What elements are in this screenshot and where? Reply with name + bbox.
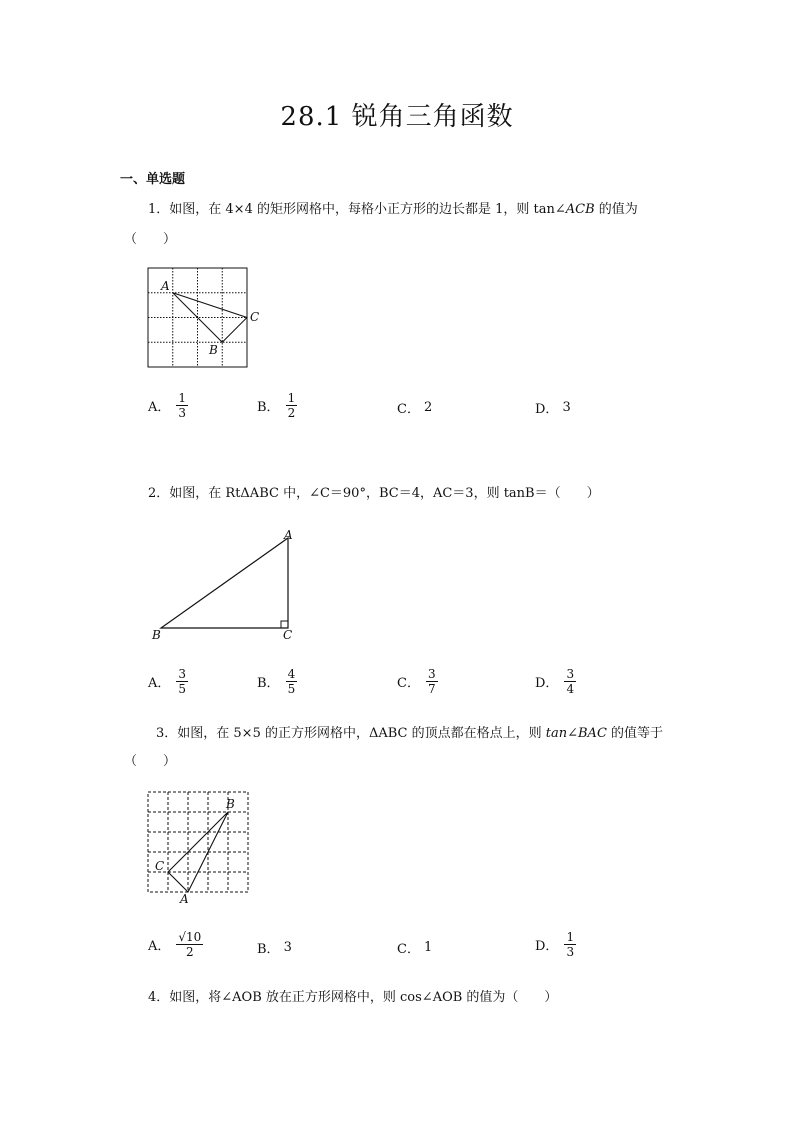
denominator: 5	[178, 682, 187, 696]
fraction	[426, 667, 438, 696]
question-3-figure	[140, 786, 260, 906]
question-3-stem-b: 的值等于	[606, 726, 664, 741]
denominator: 2	[186, 945, 194, 959]
option-letter: C．	[397, 942, 420, 957]
q1-label-c: C	[250, 310, 260, 324]
question-2-option-c[interactable]	[397, 667, 438, 696]
option-letter: D．	[535, 676, 559, 691]
option-letter: C．	[397, 402, 420, 417]
denominator: 2	[287, 406, 296, 420]
q2-label-b: B	[152, 628, 161, 642]
numerator: 1	[287, 391, 296, 405]
q1-label-a: A	[161, 279, 170, 293]
option-letter: B．	[257, 942, 280, 957]
option-value: 3	[562, 400, 571, 415]
fraction	[564, 930, 576, 959]
denominator: 5	[287, 682, 296, 696]
question-3-stem-a: 3．如图，在 5×5 的正方形网格中，ΔABC 的顶点都在格点上，则	[156, 726, 546, 741]
numerator: √10	[178, 930, 202, 944]
q3-label-a: A	[180, 892, 189, 906]
numerator: 3	[178, 667, 187, 681]
option-letter: B．	[257, 400, 280, 415]
question-3-option-a[interactable]	[148, 930, 203, 959]
question-3-option-b[interactable]	[257, 938, 292, 957]
question-1-option-d[interactable]	[535, 398, 571, 417]
question-1-stem-a: 1．如图，在 4×4 的矩形网格中，每格小正方形的边长都是 1，则 tan∠	[148, 202, 566, 217]
question-2-option-a[interactable]	[148, 667, 188, 696]
section-heading: 一、单选题	[120, 172, 186, 187]
numerator: 3	[566, 667, 575, 681]
numerator: 1	[178, 391, 187, 405]
question-3-option-d[interactable]	[535, 930, 576, 959]
option-letter: A．	[148, 400, 171, 415]
fraction	[286, 391, 298, 420]
question-2-option-b[interactable]	[257, 667, 297, 696]
q2-label-c: C	[283, 628, 293, 642]
fraction	[564, 667, 576, 696]
option-value: 2	[423, 400, 433, 415]
question-2-option-d[interactable]	[535, 667, 576, 696]
option-letter: C．	[397, 676, 420, 691]
question-1-stem	[148, 200, 638, 220]
question-1-option-c[interactable]	[397, 398, 432, 417]
question-1-option-b[interactable]	[257, 391, 297, 420]
q3-label-c: C	[155, 859, 165, 873]
question-3-option-c[interactable]	[397, 938, 432, 957]
option-letter: A．	[148, 939, 171, 954]
question-2-figure	[148, 526, 308, 646]
option-letter: A．	[148, 676, 171, 691]
denominator: 4	[566, 682, 575, 696]
q2-label-a: A	[284, 528, 293, 542]
question-1-option-a[interactable]	[148, 391, 188, 420]
question-1-stem-var: ACB	[565, 202, 595, 217]
question-1-stem-b: 的值为	[594, 202, 638, 217]
fraction	[176, 391, 188, 420]
numerator: 1	[566, 930, 575, 944]
denominator: 3	[566, 945, 575, 959]
option-letter: D．	[535, 402, 559, 417]
fraction	[176, 930, 203, 959]
question-3-answer-paren: （ ）	[124, 754, 177, 769]
question-1-answer-paren: （ ）	[124, 232, 177, 247]
option-letter: D．	[535, 939, 559, 954]
option-letter: B．	[257, 676, 280, 691]
q1-label-b: B	[209, 343, 218, 357]
numerator: 3	[427, 667, 436, 681]
option-value: 1	[423, 940, 433, 955]
q3-label-b: B	[226, 797, 235, 811]
numerator: 4	[287, 667, 296, 681]
question-1-figure	[140, 262, 270, 374]
question-3-stem	[156, 724, 663, 744]
question-2-stem: 2．如图，在 RtΔABC 中，∠C＝90°，BC＝4，AC＝3，则 tanB＝（ ）	[148, 486, 600, 501]
denominator: 7	[427, 682, 436, 696]
question-4-stem: 4．如图，将∠AOB 放在正方形网格中，则 cos∠AOB 的值为（ ）	[148, 990, 558, 1005]
fraction	[286, 667, 298, 696]
question-3-stem-var: tan∠BAC	[545, 726, 607, 741]
page-title: 28.1 锐角三角函数	[280, 102, 514, 132]
option-value: 3	[283, 940, 292, 955]
denominator: 3	[178, 406, 187, 420]
fraction	[176, 667, 188, 696]
